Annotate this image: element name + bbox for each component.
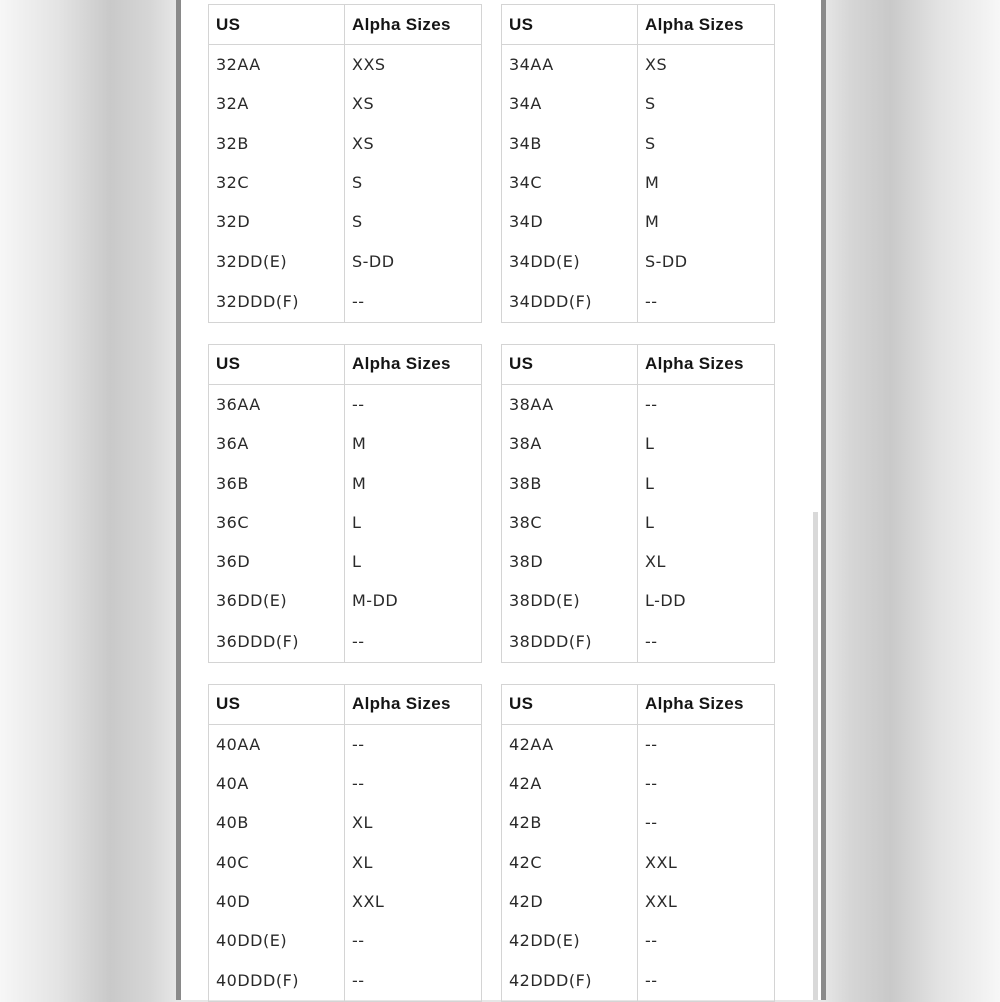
alpha-size-cell: -- [352, 394, 365, 414]
us-size-cell: 42AA [502, 724, 638, 764]
alpha-size-cell: -- [645, 394, 658, 414]
table-row [209, 84, 482, 123]
us-size-cell: 38A [502, 424, 638, 463]
alpha-size-cell: XXL [645, 891, 678, 911]
table-row [209, 542, 482, 581]
alpha-size-cell: M [352, 473, 367, 493]
us-size-cell: 42DD(E) [502, 921, 638, 960]
table-row [209, 281, 482, 323]
table-row [502, 503, 775, 542]
alpha-sizes-column-header: Alpha Sizes [345, 684, 482, 724]
alpha-size-cell: -- [352, 291, 365, 311]
alpha-size-cell: S-DD [352, 251, 395, 271]
us-size-cell: 36A [209, 424, 345, 463]
alpha-size-cell: S [352, 212, 363, 232]
table-row [209, 581, 482, 620]
alpha-size-cell: L [645, 473, 655, 493]
alpha-sizes-column-header: Alpha Sizes [638, 684, 775, 724]
us-size-cell: 38AA [502, 384, 638, 424]
us-size-cell: 36AA [209, 384, 345, 424]
alpha-size-cell: L [645, 512, 655, 532]
table-row [502, 842, 775, 881]
alpha-size-cell: -- [645, 931, 658, 951]
alpha-size-cell: XL [352, 813, 373, 833]
us-size-cell: 38C [502, 503, 638, 542]
us-size-cell: 32A [209, 84, 345, 123]
us-size-cell: 42B [502, 803, 638, 842]
us-size-cell: 34A [502, 84, 638, 123]
us-size-cell: 42DDD(F) [502, 960, 638, 1002]
alpha-sizes-column-header: Alpha Sizes [345, 344, 482, 384]
alpha-size-cell: L-DD [645, 591, 687, 611]
size-table [208, 344, 482, 663]
us-column-header: US [209, 344, 345, 384]
table-row [209, 803, 482, 842]
alpha-size-cell: S [645, 94, 656, 114]
alpha-sizes-column-header: Alpha Sizes [638, 344, 775, 384]
scrollbar[interactable] [813, 512, 818, 1000]
us-size-cell: 32AA [209, 45, 345, 85]
table-row [209, 842, 482, 881]
us-size-cell: 40A [209, 764, 345, 803]
us-size-cell: 34DD(E) [502, 241, 638, 280]
alpha-size-cell: -- [645, 291, 658, 311]
us-size-cell: 38DDD(F) [502, 621, 638, 663]
alpha-size-cell: XS [352, 133, 375, 153]
us-size-cell: 34AA [502, 45, 638, 85]
us-size-cell: 36DDD(F) [209, 621, 345, 663]
size-table [501, 684, 775, 1002]
alpha-size-cell: M [352, 434, 367, 454]
table-row [209, 202, 482, 241]
table-row [502, 241, 775, 280]
us-column-header: US [502, 684, 638, 724]
us-size-cell: 42A [502, 764, 638, 803]
us-size-cell: 38B [502, 463, 638, 502]
table-row [502, 764, 775, 803]
table-row [209, 882, 482, 921]
table-row [502, 124, 775, 163]
us-column-header: US [209, 5, 345, 45]
alpha-size-cell: -- [645, 813, 658, 833]
alpha-size-cell: -- [352, 734, 365, 754]
us-size-cell: 40D [209, 882, 345, 921]
us-size-cell: 42C [502, 842, 638, 881]
table-row [502, 882, 775, 921]
table-header-row [502, 344, 775, 384]
table-row [209, 503, 482, 542]
table-row [502, 581, 775, 620]
us-size-cell: 42D [502, 882, 638, 921]
us-size-cell: 34B [502, 124, 638, 163]
table-row [209, 163, 482, 202]
table-row [502, 281, 775, 323]
size-table [501, 4, 775, 323]
alpha-size-cell: S [645, 133, 656, 153]
table-row [209, 724, 482, 764]
us-size-cell: 40AA [209, 724, 345, 764]
alpha-size-cell: -- [645, 631, 658, 651]
size-chart-grid [208, 4, 774, 1002]
table-row [502, 45, 775, 85]
table-row [502, 463, 775, 502]
size-table [208, 4, 482, 323]
alpha-size-cell: -- [352, 774, 365, 793]
table-row [209, 45, 482, 85]
table-header-row [209, 5, 482, 45]
us-size-cell: 36C [209, 503, 345, 542]
table-row [209, 621, 482, 663]
alpha-size-cell: -- [352, 631, 365, 651]
alpha-size-cell: XL [645, 552, 666, 572]
us-size-cell: 34D [502, 202, 638, 241]
size-table [501, 344, 775, 663]
alpha-size-cell: L [352, 552, 362, 572]
table-row [502, 724, 775, 764]
us-size-cell: 32C [209, 163, 345, 202]
alpha-size-cell: XS [352, 94, 375, 114]
alpha-size-cell: -- [645, 734, 658, 754]
us-size-cell: 32D [209, 202, 345, 241]
table-row [209, 124, 482, 163]
table-row [502, 621, 775, 663]
us-size-cell: 40B [209, 803, 345, 842]
alpha-size-cell: XL [352, 852, 373, 872]
alpha-size-cell: XXS [352, 55, 386, 75]
table-header-row [209, 684, 482, 724]
table-row [502, 921, 775, 960]
alpha-size-cell: -- [352, 971, 365, 991]
alpha-size-cell: XS [645, 55, 668, 75]
us-size-cell: 36D [209, 542, 345, 581]
table-row [209, 764, 482, 803]
table-row [502, 960, 775, 1002]
us-size-cell: 38DD(E) [502, 581, 638, 620]
us-size-cell: 38D [502, 542, 638, 581]
us-size-cell: 40DDD(F) [209, 960, 345, 1002]
us-column-header: US [209, 684, 345, 724]
table-row [502, 84, 775, 123]
table-header-row [209, 344, 482, 384]
alpha-size-cell: XXL [645, 852, 678, 872]
table-row [502, 202, 775, 241]
table-row [502, 384, 775, 424]
us-size-cell: 40DD(E) [209, 921, 345, 960]
table-header-row [502, 5, 775, 45]
alpha-size-cell: S-DD [645, 251, 688, 271]
alpha-size-cell: L [645, 434, 655, 454]
us-size-cell: 34DDD(F) [502, 281, 638, 323]
alpha-sizes-column-header: Alpha Sizes [345, 5, 482, 45]
us-size-cell: 36DD(E) [209, 581, 345, 620]
alpha-size-cell: M-DD [352, 591, 399, 611]
alpha-size-cell: M [645, 212, 660, 232]
alpha-size-cell: -- [352, 931, 365, 951]
table-row [502, 163, 775, 202]
alpha-size-cell: S [352, 173, 363, 193]
table-row [209, 960, 482, 1002]
table-row [209, 463, 482, 502]
alpha-size-cell: L [352, 512, 362, 532]
us-size-cell: 32B [209, 124, 345, 163]
us-size-cell: 36B [209, 463, 345, 502]
size-table [208, 684, 482, 1002]
alpha-size-cell: M [645, 173, 660, 193]
table-row [209, 921, 482, 960]
alpha-size-cell: -- [645, 971, 658, 991]
table-row [209, 424, 482, 463]
table-row [502, 424, 775, 463]
us-column-header: US [502, 344, 638, 384]
table-header-row [502, 684, 775, 724]
table-row [502, 542, 775, 581]
us-size-cell: 32DD(E) [209, 241, 345, 280]
table-row [502, 803, 775, 842]
us-size-cell: 34C [502, 163, 638, 202]
us-column-header: US [502, 5, 638, 45]
table-row [209, 384, 482, 424]
alpha-size-cell: -- [645, 774, 658, 793]
alpha-size-cell: XXL [352, 891, 385, 911]
us-size-cell: 32DDD(F) [209, 281, 345, 323]
table-row [209, 241, 482, 280]
alpha-sizes-column-header: Alpha Sizes [638, 5, 775, 45]
us-size-cell: 40C [209, 842, 345, 881]
